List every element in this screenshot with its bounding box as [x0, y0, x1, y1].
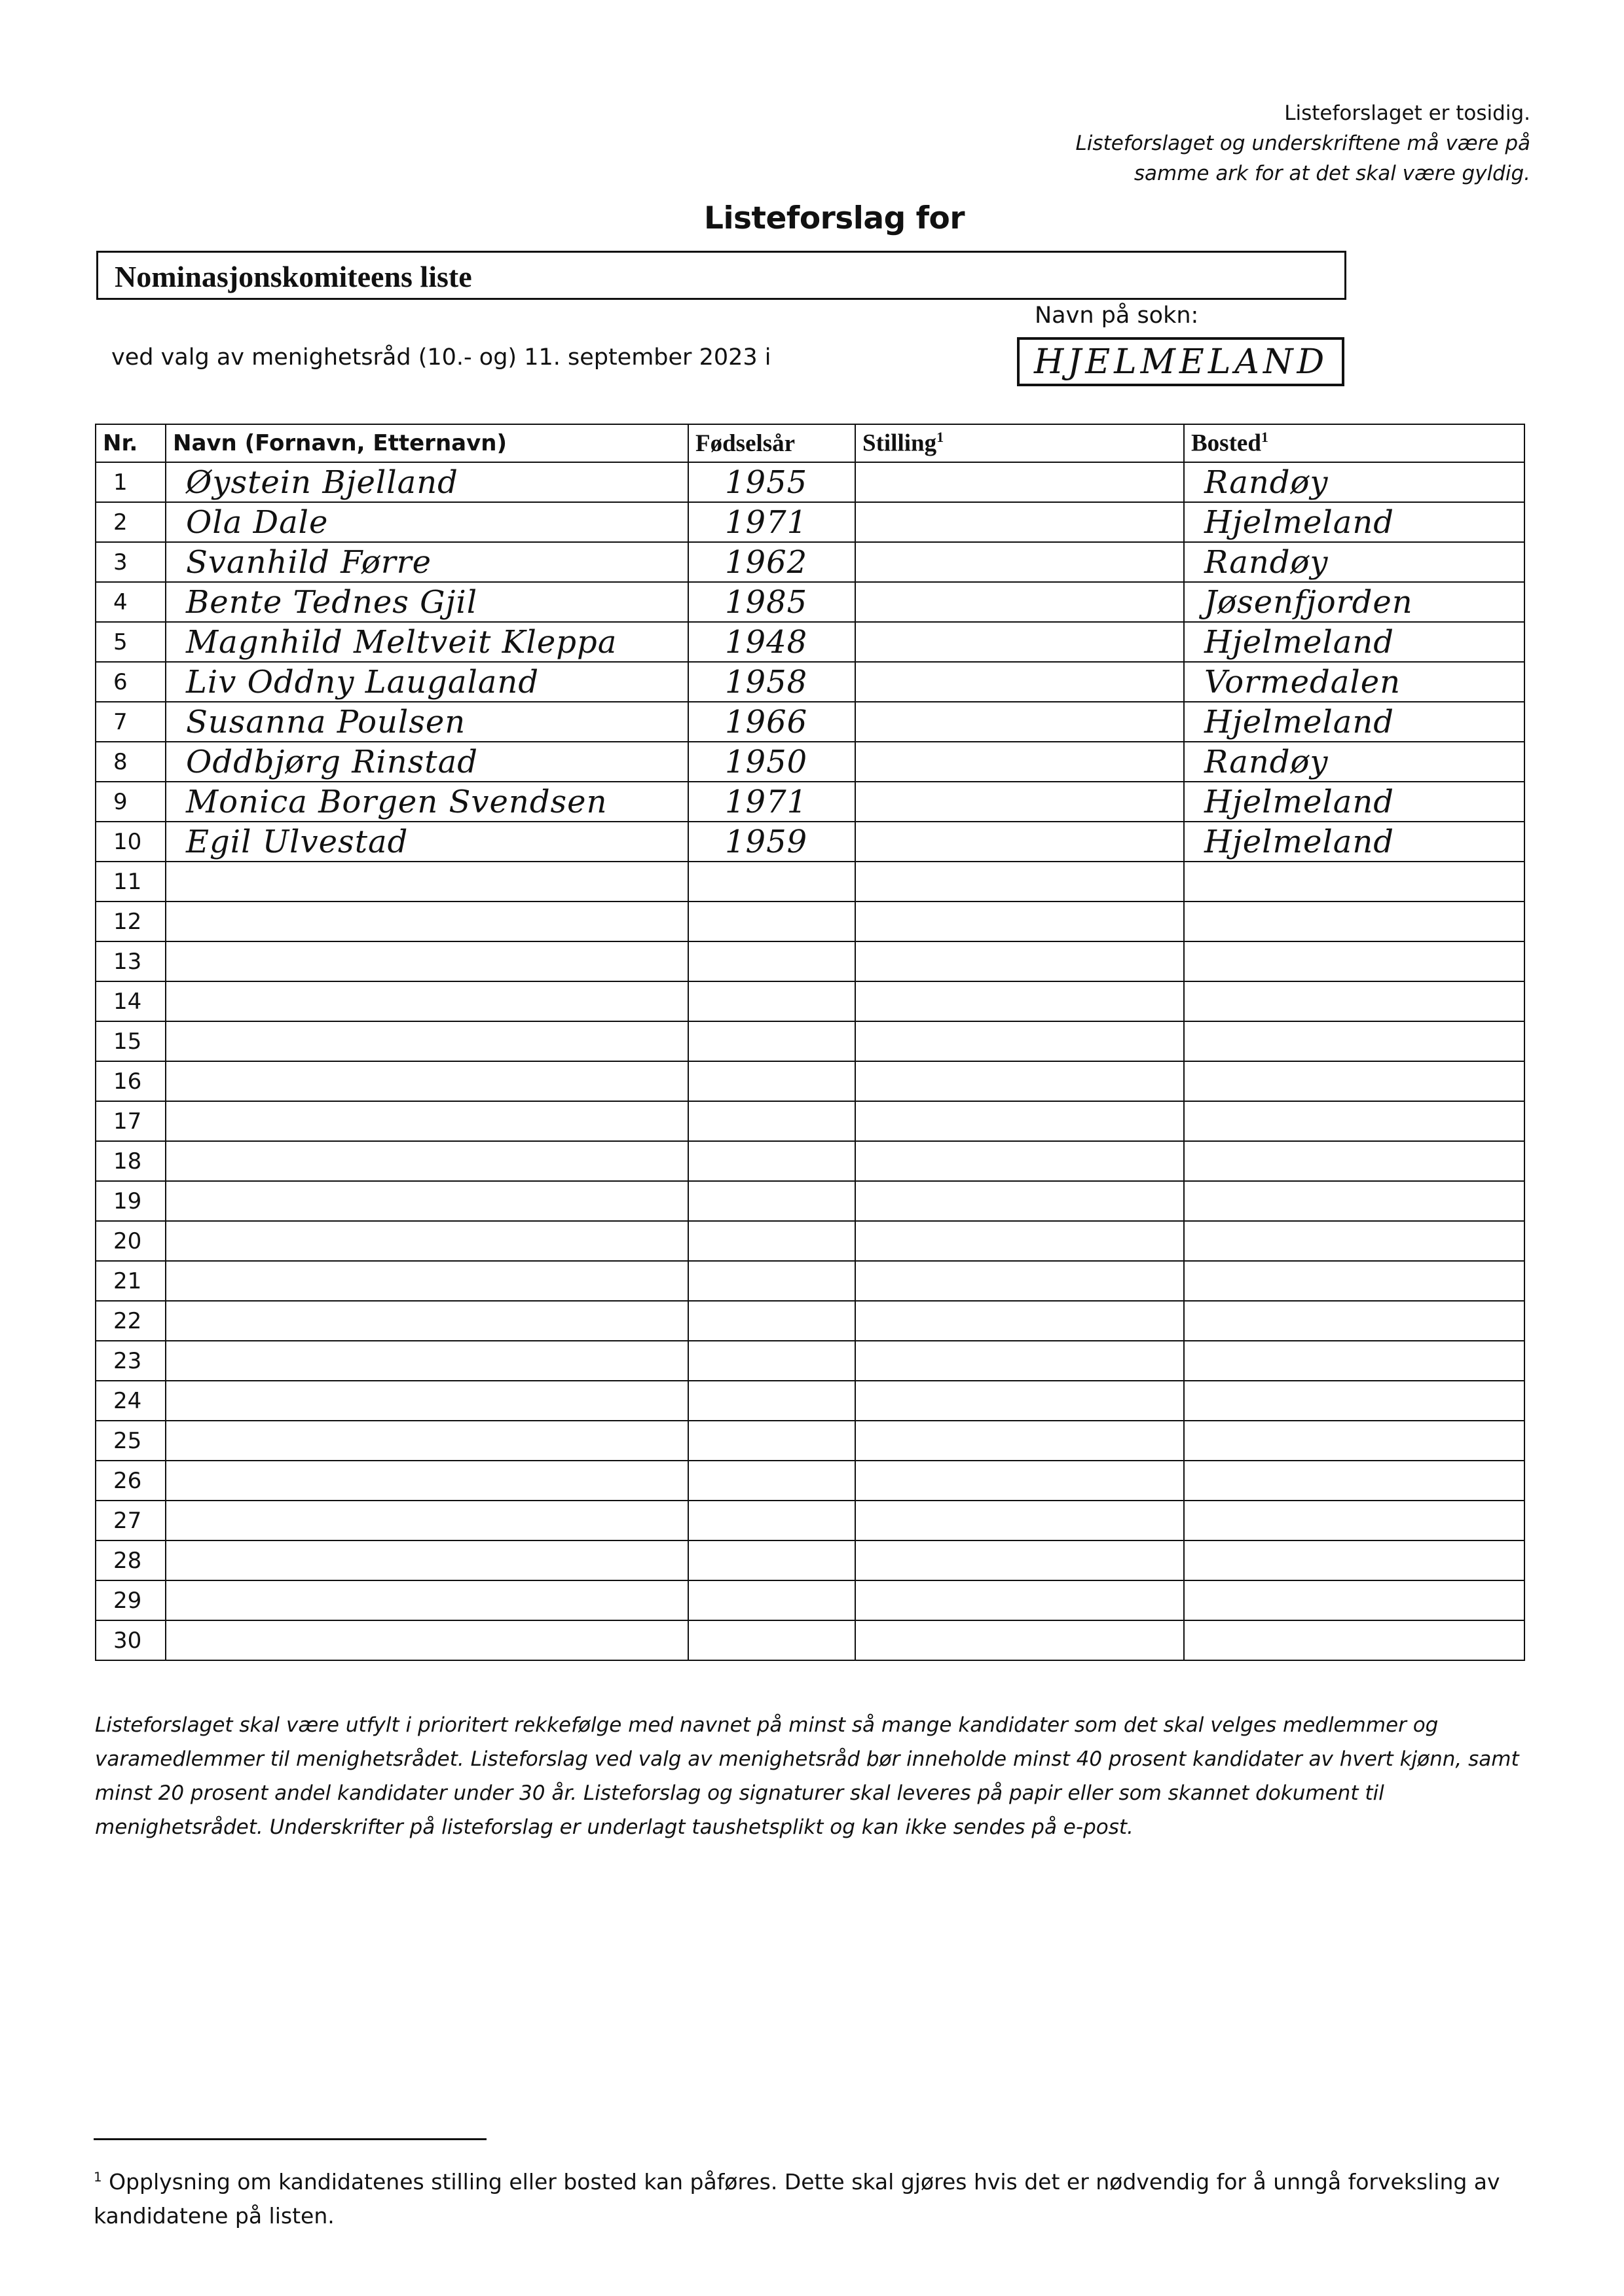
footnote-marker: 1	[94, 2170, 102, 2185]
position-cell[interactable]	[855, 1181, 1184, 1221]
birth-year-cell[interactable]	[688, 1341, 855, 1381]
header-residence-label: Bosted	[1191, 429, 1261, 457]
table-row	[96, 1101, 1524, 1141]
table-row	[96, 1261, 1524, 1301]
birth-year-cell[interactable]	[688, 1540, 855, 1580]
candidate-name-cell[interactable]	[166, 1620, 688, 1660]
position-cell[interactable]	[855, 782, 1184, 822]
birth-year-cell[interactable]	[688, 1141, 855, 1181]
birth-year-cell[interactable]	[688, 1181, 855, 1221]
birth-year-cell[interactable]	[688, 1501, 855, 1540]
table-row	[96, 822, 1524, 862]
candidate-name-cell[interactable]	[166, 1381, 688, 1421]
birth-year-cell[interactable]	[688, 1381, 855, 1421]
footnote	[94, 2160, 1534, 2233]
parish-value: HJELMELAND	[1034, 342, 1329, 382]
birth-year-cell[interactable]: 1985	[688, 582, 855, 622]
notice-same-sheet-2: samme ark for at det skal være gyldig.	[1134, 162, 1530, 185]
residence-cell[interactable]	[1184, 1461, 1524, 1501]
row-number: 17	[96, 1101, 166, 1141]
election-text: ved valg av menighetsråd (10.- og) 11. september 2023 i	[111, 344, 771, 371]
birth-year-cell[interactable]	[688, 1261, 855, 1301]
row-number: 5	[96, 622, 166, 662]
table-row	[96, 981, 1524, 1021]
table-row	[96, 1580, 1524, 1620]
row-number: 30	[96, 1620, 166, 1660]
candidate-name-cell[interactable]: Egil Ulvestad	[166, 822, 688, 862]
position-cell[interactable]	[855, 1221, 1184, 1261]
candidate-name-cell[interactable]	[166, 1461, 688, 1501]
residence-cell[interactable]	[1184, 1261, 1524, 1301]
candidate-table	[95, 424, 1525, 1661]
row-number: 26	[96, 1461, 166, 1501]
position-cell[interactable]	[855, 1341, 1184, 1381]
residence-cell[interactable]	[1184, 1301, 1524, 1341]
birth-year-cell[interactable]	[688, 1101, 855, 1141]
table-row	[96, 941, 1524, 981]
table-row	[96, 902, 1524, 941]
position-cell[interactable]	[855, 1461, 1184, 1501]
residence-cell[interactable]	[1184, 1341, 1524, 1381]
residence-cell[interactable]	[1184, 981, 1524, 1021]
notice-same-sheet-1: Listeforslaget og underskriftene må være på	[1075, 132, 1530, 155]
birth-year-cell[interactable]: 1962	[688, 542, 855, 582]
table-row	[96, 1181, 1524, 1221]
header-nr: Nr.	[96, 424, 166, 462]
candidate-name-cell[interactable]	[166, 1580, 688, 1620]
table-row	[96, 1501, 1524, 1540]
position-cell[interactable]	[855, 1381, 1184, 1421]
row-number: 15	[96, 1021, 166, 1061]
position-cell[interactable]	[855, 462, 1184, 502]
residence-cell[interactable]	[1184, 1221, 1524, 1261]
footnote-ref: 1	[936, 429, 944, 446]
position-cell[interactable]	[855, 1540, 1184, 1580]
position-cell[interactable]	[855, 902, 1184, 941]
candidate-name-cell[interactable]: Øystein Bjelland	[166, 462, 688, 502]
birth-year-cell[interactable]	[688, 862, 855, 902]
birth-year-cell[interactable]	[688, 1461, 855, 1501]
candidate-name-cell[interactable]	[166, 902, 688, 941]
birth-year-cell[interactable]: 1966	[688, 702, 855, 742]
candidate-name-cell[interactable]	[166, 1341, 688, 1381]
table-header-row	[96, 424, 1524, 462]
residence-cell[interactable]: Hjelmeland	[1184, 782, 1524, 822]
candidate-name-cell[interactable]: Ola Dale	[166, 502, 688, 542]
birth-year-cell[interactable]	[688, 1021, 855, 1061]
notice-two-sided: Listeforslaget er tosidig.	[1284, 101, 1530, 125]
position-cell[interactable]	[855, 1301, 1184, 1341]
position-cell[interactable]	[855, 981, 1184, 1021]
page-title: Listeforslag for	[704, 200, 965, 236]
table-row	[96, 1061, 1524, 1101]
candidate-name-cell[interactable]: Susanna Poulsen	[166, 702, 688, 742]
position-cell[interactable]	[855, 502, 1184, 542]
row-number: 20	[96, 1221, 166, 1261]
row-number: 9	[96, 782, 166, 822]
birth-year-cell[interactable]: 1955	[688, 462, 855, 502]
residence-cell[interactable]	[1184, 902, 1524, 941]
candidate-name-cell[interactable]: Bente Tednes Gjil	[166, 582, 688, 622]
header-residence	[1184, 424, 1524, 462]
row-number: 28	[96, 1540, 166, 1580]
header-birth-year: Fødselsår	[688, 424, 855, 462]
row-number: 11	[96, 862, 166, 902]
row-number: 3	[96, 542, 166, 582]
position-cell[interactable]	[855, 742, 1184, 782]
table-row	[96, 1421, 1524, 1461]
candidate-name-cell[interactable]	[166, 1061, 688, 1101]
instructions-text: Listeforslaget skal være utfylt i prioritert rekkefølge med navnet på minst så mange kandidater som det skal velges medlemmer og varamedlemmer til menighetsrådet. Listeforslag ved valg av menighetsråd bør inneholde minst 40 prosent kandidater av hvert kjønn, samt minst 20 prosent andel kandidater under 30 år. Listeforslag og signaturer skal leveres på papir eller som skannet dokument til menighetsrådet. Underskrifter på listeforslag er underlagt taushetsplikt og kan ikke sendes på e-post.	[95, 1713, 1519, 1839]
residence-cell[interactable]: Hjelmeland	[1184, 822, 1524, 862]
row-number: 8	[96, 742, 166, 782]
residence-cell[interactable]	[1184, 1421, 1524, 1461]
table-row	[96, 502, 1524, 542]
candidate-name-cell[interactable]	[166, 1021, 688, 1061]
position-cell[interactable]	[855, 542, 1184, 582]
candidate-name-cell[interactable]: Svanhild Førre	[166, 542, 688, 582]
row-number: 7	[96, 702, 166, 742]
birth-year-cell[interactable]	[688, 1061, 855, 1101]
candidate-name-cell[interactable]	[166, 1301, 688, 1341]
form-notice	[1076, 98, 1530, 189]
residence-cell[interactable]	[1184, 1181, 1524, 1221]
candidate-name-cell[interactable]	[166, 1141, 688, 1181]
residence-cell[interactable]	[1184, 862, 1524, 902]
table-row	[96, 1341, 1524, 1381]
position-cell[interactable]	[855, 1580, 1184, 1620]
birth-year-cell[interactable]	[688, 1620, 855, 1660]
residence-cell[interactable]: Vormedalen	[1184, 662, 1524, 702]
list-name-field[interactable]	[96, 251, 1346, 300]
birth-year-cell[interactable]: 1959	[688, 822, 855, 862]
position-cell[interactable]	[855, 1101, 1184, 1141]
candidate-name-cell[interactable]: Monica Borgen Svendsen	[166, 782, 688, 822]
candidate-name-cell[interactable]	[166, 1421, 688, 1461]
table-row	[96, 1021, 1524, 1061]
table-row	[96, 1141, 1524, 1181]
candidate-name-cell[interactable]: Liv Oddny Laugaland	[166, 662, 688, 702]
row-number: 2	[96, 502, 166, 542]
residence-cell[interactable]: Hjelmeland	[1184, 702, 1524, 742]
residence-cell[interactable]	[1184, 1501, 1524, 1540]
birth-year-cell[interactable]	[688, 941, 855, 981]
row-number: 24	[96, 1381, 166, 1421]
row-number: 19	[96, 1181, 166, 1221]
candidate-name-cell[interactable]: Oddbjørg Rinstad	[166, 742, 688, 782]
residence-cell[interactable]: Hjelmeland	[1184, 622, 1524, 662]
residence-cell[interactable]: Randøy	[1184, 462, 1524, 502]
footnote-ref: 1	[1261, 429, 1268, 446]
birth-year-cell[interactable]	[688, 1301, 855, 1341]
row-number: 4	[96, 582, 166, 622]
position-cell[interactable]	[855, 862, 1184, 902]
residence-cell[interactable]	[1184, 1381, 1524, 1421]
row-number: 1	[96, 462, 166, 502]
residence-cell[interactable]: Jøsenfjorden	[1184, 582, 1524, 622]
table-row	[96, 742, 1524, 782]
position-cell[interactable]	[855, 941, 1184, 981]
header-position-label: Stilling	[862, 429, 937, 457]
residence-cell[interactable]	[1184, 1021, 1524, 1061]
residence-cell[interactable]	[1184, 941, 1524, 981]
header-position	[855, 424, 1184, 462]
residence-cell[interactable]: Randøy	[1184, 542, 1524, 582]
position-cell[interactable]	[855, 1021, 1184, 1061]
table-row	[96, 582, 1524, 622]
position-cell[interactable]	[855, 1421, 1184, 1461]
candidate-name-cell[interactable]	[166, 941, 688, 981]
header-name: Navn (Fornavn, Etternavn)	[166, 424, 688, 462]
parish-field[interactable]	[1017, 337, 1344, 386]
candidate-name-cell[interactable]	[166, 1101, 688, 1141]
row-number: 13	[96, 941, 166, 981]
residence-cell[interactable]	[1184, 1101, 1524, 1141]
table-row	[96, 622, 1524, 662]
footnote-text: Opplysning om kandidatenes stilling eller bosted kan påføres. Dette skal gjøres hvis det er nødvendig for å unngå forveksling av kandidatene på listen.	[94, 2169, 1500, 2229]
candidate-name-cell[interactable]	[166, 1221, 688, 1261]
row-number: 29	[96, 1580, 166, 1620]
candidate-name-cell[interactable]	[166, 1261, 688, 1301]
birth-year-cell[interactable]: 1950	[688, 742, 855, 782]
birth-year-cell[interactable]	[688, 1421, 855, 1461]
parish-label: Navn på sokn:	[1035, 302, 1199, 329]
residence-cell[interactable]: Hjelmeland	[1184, 502, 1524, 542]
table-row	[96, 782, 1524, 822]
row-number: 12	[96, 902, 166, 941]
birth-year-cell[interactable]: 1948	[688, 622, 855, 662]
position-cell[interactable]	[855, 702, 1184, 742]
position-cell[interactable]	[855, 622, 1184, 662]
position-cell[interactable]	[855, 582, 1184, 622]
row-number: 16	[96, 1061, 166, 1101]
row-number: 22	[96, 1301, 166, 1341]
position-cell[interactable]	[855, 1261, 1184, 1301]
row-number: 14	[96, 981, 166, 1021]
list-name-value: Nominasjonskomiteens liste	[115, 260, 472, 293]
row-number: 21	[96, 1261, 166, 1301]
row-number: 23	[96, 1341, 166, 1381]
table-row	[96, 1540, 1524, 1580]
birth-year-cell[interactable]	[688, 981, 855, 1021]
candidate-name-cell[interactable]	[166, 1501, 688, 1540]
position-cell[interactable]	[855, 822, 1184, 862]
candidate-name-cell[interactable]: Magnhild Meltveit Kleppa	[166, 622, 688, 662]
row-number: 18	[96, 1141, 166, 1181]
residence-cell[interactable]: Randøy	[1184, 742, 1524, 782]
birth-year-cell[interactable]: 1958	[688, 662, 855, 702]
birth-year-cell[interactable]: 1971	[688, 782, 855, 822]
table-row	[96, 1381, 1524, 1421]
table-row	[96, 1461, 1524, 1501]
residence-cell[interactable]	[1184, 1540, 1524, 1580]
footnote-divider	[94, 2138, 487, 2140]
birth-year-cell[interactable]	[688, 1580, 855, 1620]
row-number: 27	[96, 1501, 166, 1540]
candidate-name-cell[interactable]	[166, 981, 688, 1021]
candidate-name-cell[interactable]	[166, 1181, 688, 1221]
position-cell[interactable]	[855, 1061, 1184, 1101]
table-row	[96, 862, 1524, 902]
position-cell[interactable]	[855, 1141, 1184, 1181]
residence-cell[interactable]	[1184, 1580, 1524, 1620]
birth-year-cell[interactable]: 1971	[688, 502, 855, 542]
position-cell[interactable]	[855, 662, 1184, 702]
table-row	[96, 462, 1524, 502]
table-row	[96, 1620, 1524, 1660]
table-row	[96, 1221, 1524, 1261]
table-row	[96, 662, 1524, 702]
table-row	[96, 542, 1524, 582]
birth-year-cell[interactable]	[688, 902, 855, 941]
position-cell[interactable]	[855, 1620, 1184, 1660]
residence-cell[interactable]	[1184, 1061, 1524, 1101]
table-row	[96, 702, 1524, 742]
candidate-name-cell[interactable]	[166, 862, 688, 902]
table-row	[96, 1301, 1524, 1341]
row-number: 10	[96, 822, 166, 862]
row-number: 6	[96, 662, 166, 702]
residence-cell[interactable]	[1184, 1620, 1524, 1660]
row-number: 25	[96, 1421, 166, 1461]
candidate-name-cell[interactable]	[166, 1540, 688, 1580]
birth-year-cell[interactable]	[688, 1221, 855, 1261]
position-cell[interactable]	[855, 1501, 1184, 1540]
residence-cell[interactable]	[1184, 1141, 1524, 1181]
